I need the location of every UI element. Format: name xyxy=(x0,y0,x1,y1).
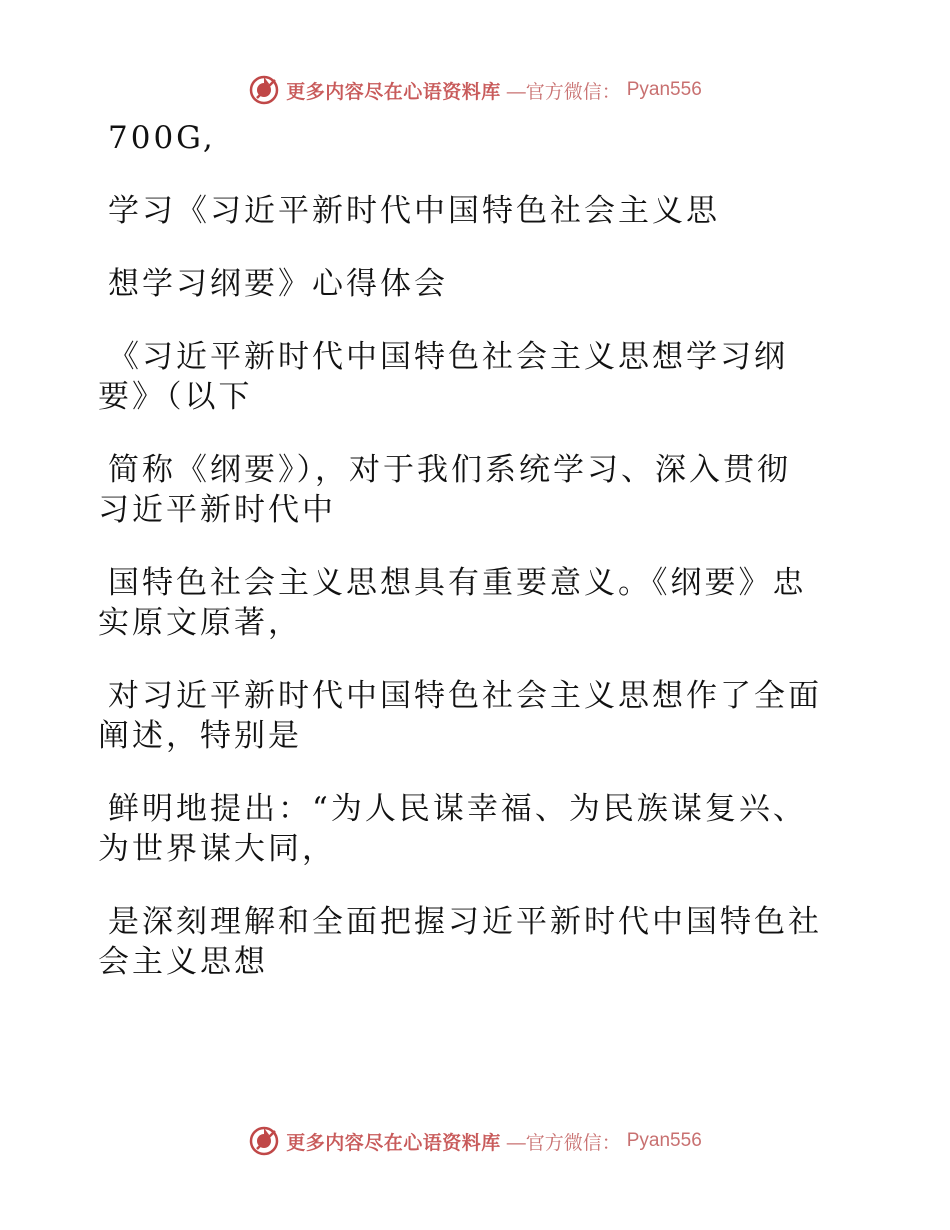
document-body xyxy=(98,118,838,982)
text-line: 对习近平新时代中国特色社会主义思想作了全面 xyxy=(108,678,822,714)
text-line: 会主义思想 xyxy=(98,944,268,980)
text-line: 是深刻理解和全面把握习近平新时代中国特色社 xyxy=(108,904,822,940)
watermark-account: Pyan556 xyxy=(626,79,702,100)
text-line: 为世界谋大同， xyxy=(98,831,336,867)
brand-logo-icon xyxy=(248,1125,280,1157)
brand-logo-icon xyxy=(248,74,280,106)
footer-watermark xyxy=(0,1121,950,1161)
text-line: 实原文原著， xyxy=(98,605,302,641)
text-line: 国特色社会主义思想具有重要意义。《纲要》忠 xyxy=(108,565,807,601)
watermark-account: Pyan556 xyxy=(626,1130,702,1151)
watermark-brand: 更多内容尽在心语资料库 xyxy=(286,1131,501,1154)
text-line: 阐述，特别是 xyxy=(98,718,302,754)
watermark-group xyxy=(248,74,702,106)
text-line: 《习近平新时代中国特色社会主义思想学习纲 xyxy=(108,339,788,375)
header-watermark xyxy=(0,70,950,110)
text-line: 700G, xyxy=(108,120,216,156)
watermark-group xyxy=(248,1125,702,1157)
text-line: 学习《习近平新时代中国特色社会主义思 xyxy=(108,193,720,229)
text-line: 要》（以下 xyxy=(98,379,253,415)
watermark-brand: 更多内容尽在心语资料库 xyxy=(286,80,501,103)
text-line: 鲜明地提出：“为人民谋幸福、为民族谋复兴、 xyxy=(108,791,807,827)
watermark-separator: —官方微信： xyxy=(506,81,621,103)
text-line: 习近平新时代中 xyxy=(98,492,336,528)
text-line: 简称《纲要》），对于我们系统学习、深入贯彻 xyxy=(108,452,791,488)
text-line: 想学习纲要》心得体会 xyxy=(108,266,448,302)
watermark-separator: —官方微信： xyxy=(506,1132,621,1154)
